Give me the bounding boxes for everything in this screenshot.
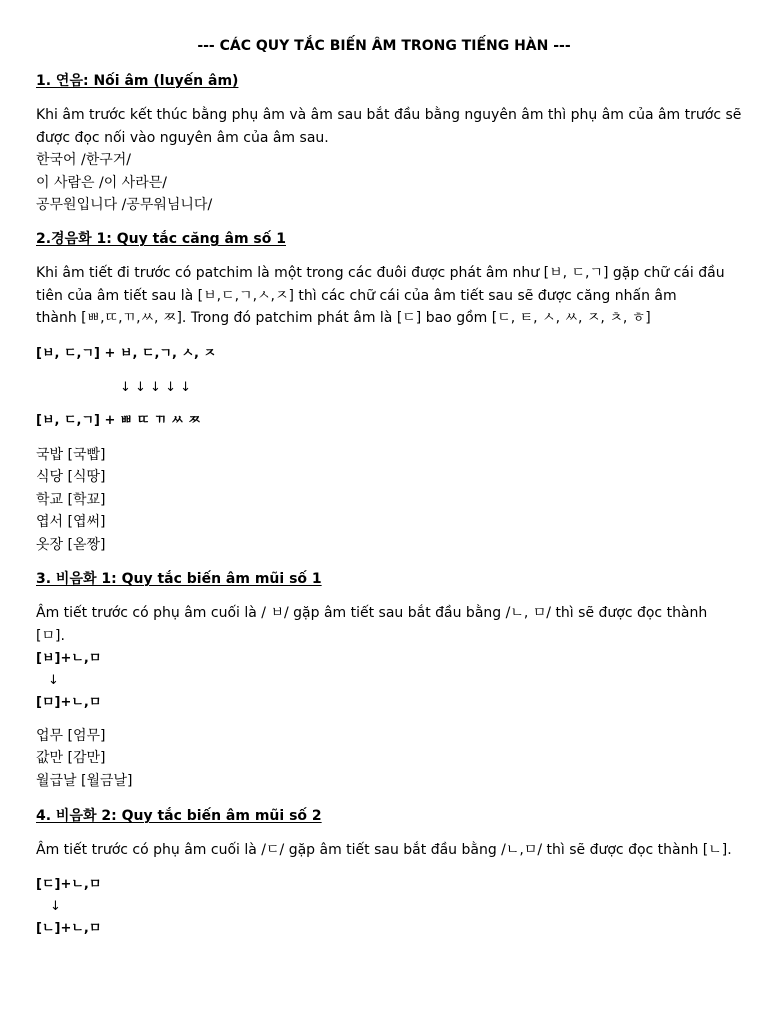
section-2-paragraph-line-2: tiên của âm tiết sau là [ㅂ,ㄷ,ㄱ,ㅅ,ㅈ] thì các chữ cái của âm tiết sau sẽ được căng nhấn âm	[36, 288, 677, 304]
section-2-formula-after: [ㅂ, ㄷ,ㄱ] + ㅃ ㄸ ㄲ ㅆ ㅉ	[36, 413, 201, 428]
section-3-arrow: ↓	[48, 673, 59, 688]
section-4-formula-after: [ㄴ]+ㄴ,ㅁ	[36, 921, 102, 936]
section-2-arrows: ↓ ↓ ↓ ↓ ↓	[120, 380, 191, 395]
section-3-formula-before: [ㅂ]+ㄴ,ㅁ	[36, 651, 102, 666]
section-1-example: 이 사람은 /이 사라믄/	[36, 175, 167, 191]
section-2-example: 국밥 [국빱]	[36, 447, 106, 463]
section-2-heading: 2.경음화 1: Quy tắc căng âm số 1	[36, 231, 286, 247]
section-3-paragraph-line-1: Âm tiết trước có phụ âm cuối là / ㅂ/ gặp âm tiết sau bắt đầu bằng /ㄴ, ㅁ/ thì sẽ được đọc thành	[36, 605, 708, 621]
section-3-example: 값만 [감만]	[36, 750, 106, 766]
section-2-paragraph-line-3: thành [ㅃ,ㄸ,ㄲ,ㅆ, ㅉ]. Trong đó patchim phát âm là [ㄷ] bao gồm [ㄷ, ㅌ, ㅅ, ㅆ, ㅈ, ㅊ, ㅎ]	[36, 310, 651, 326]
section-2-example: 엽서 [엽써]	[36, 514, 106, 530]
section-1-heading: 1. 연음: Nối âm (luyến âm)	[36, 73, 239, 89]
section-3-example: 업무 [엄무]	[36, 728, 106, 744]
document-title: --- CÁC QUY TẮC BIẾN ÂM TRONG TIẾNG HÀN ---	[197, 38, 571, 54]
section-2-example: 식당 [식땅]	[36, 469, 106, 485]
section-1-example: 공무원입니다 /공무워님니다/	[36, 197, 213, 213]
section-2-example: 옷장 [옫짱]	[36, 537, 106, 553]
section-3-heading: 3. 비음화 1: Quy tắc biến âm mũi số 1	[36, 571, 322, 587]
section-4-arrow: ↓	[50, 899, 61, 914]
section-1-paragraph-line-2: được đọc nối vào nguyên âm của âm sau.	[36, 130, 329, 146]
section-2-formula-before: [ㅂ, ㄷ,ㄱ] + ㅂ, ㄷ,ㄱ, ㅅ, ㅈ	[36, 346, 217, 361]
section-2-paragraph-line-1: Khi âm tiết đi trước có patchim là một trong các đuôi được phát âm như [ㅂ, ㄷ,ㄱ] gặp chữ cái đầu	[36, 265, 725, 281]
section-3-formula-after: [ㅁ]+ㄴ,ㅁ	[36, 695, 102, 710]
section-2-example: 학교 [학꾜]	[36, 492, 106, 508]
section-4-formula-before: [ㄷ]+ㄴ,ㅁ	[36, 877, 102, 892]
section-4-heading: 4. 비음화 2: Quy tắc biến âm mũi số 2	[36, 808, 322, 824]
section-4-paragraph: Âm tiết trước có phụ âm cuối là /ㄷ/ gặp âm tiết sau bắt đầu bằng /ㄴ,ㅁ/ thì sẽ được đọc thành [ㄴ].	[36, 842, 732, 858]
section-3-example: 월급날 [월금날]	[36, 773, 133, 789]
section-1-example: 한국어 /한구거/	[36, 152, 132, 168]
section-3-paragraph-line-2: [ㅁ].	[36, 628, 65, 644]
section-1-paragraph-line-1: Khi âm trước kết thúc bằng phụ âm và âm sau bắt đầu bằng nguyên âm thì phụ âm của âm trước sẽ	[36, 107, 742, 123]
